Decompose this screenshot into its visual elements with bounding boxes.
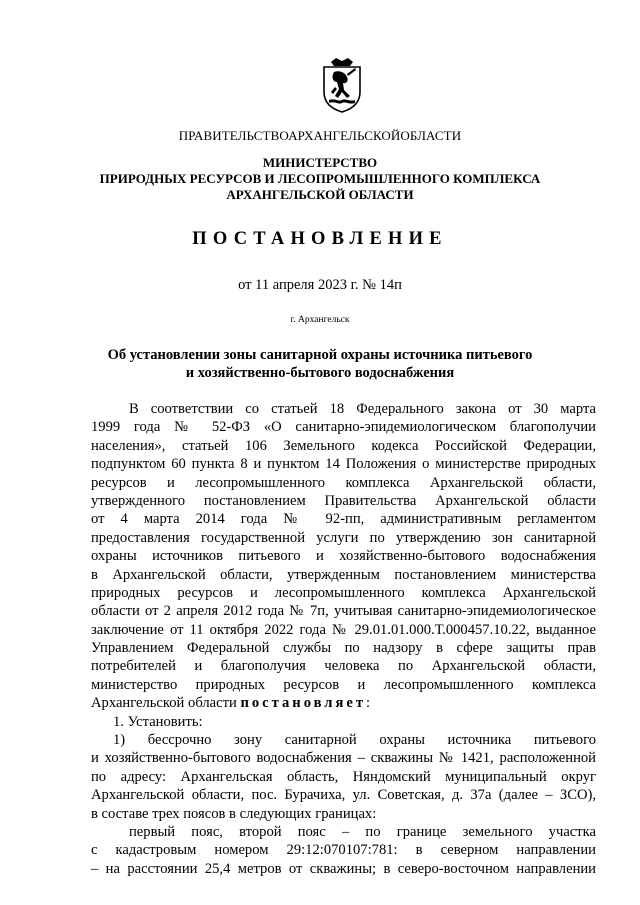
- belt-line: первый пояс, второй пояс – по границе земельного участка: [129, 823, 596, 840]
- body-line: области от 2 апреля 2012 года № 7п, учитывая санитарно-эпидемиологическое: [91, 603, 596, 620]
- body-line: подпунктом 60 пункта 8 и пунктом 14 Положения о министерстве природных: [91, 456, 596, 473]
- resolution-prefix: Архангельской области: [91, 695, 241, 712]
- subitem-line: по адресу: Архангельская область, Няндомский муниципальный округ: [91, 768, 596, 785]
- subject-line: и хозяйственно-бытового водоснабжения: [185, 365, 455, 381]
- body-line: потребителей и благополучия человека по Архангельской области,: [91, 658, 596, 675]
- item-1: 1. Установить:: [113, 713, 203, 730]
- document-city: г. Архангельск: [290, 315, 350, 325]
- body-line: 1999 года № 52-ФЗ «О санитарно-эпидемиологическом благополучии: [91, 419, 596, 436]
- body-line: ресурсов и лесопромышленного комплекса Архангельской области,: [91, 474, 596, 491]
- body-line: населения», статьей 106 Земельного кодекса Российской Федерации,: [91, 437, 596, 454]
- resolution-suffix: :: [366, 695, 371, 712]
- belt-line: – на расстоянии 25,4 метров от скважины; в северо-восточном направлении: [91, 860, 596, 877]
- subitem-line: 1) бессрочно зону санитарной охраны источника питьевого: [113, 732, 596, 749]
- ministry-line: ПРИРОДНЫХ РЕСУРСОВ И ЛЕСОПРОМЫШЛЕННОГО КОМПЛЕКСА: [99, 171, 541, 186]
- document-subject: [0, 346, 640, 382]
- body-line-resolution: [91, 694, 596, 712]
- document-date-number: от 11 апреля 2023 г. № 14п: [238, 277, 402, 293]
- body-line: охраны источников питьевого и хозяйственно-бытового водоснабжения: [91, 548, 596, 565]
- body-line: министерство природных ресурсов и лесопромышленного комплекса: [91, 676, 596, 693]
- subject-line: Об установлении зоны санитарной охраны источника питьевого: [107, 347, 533, 363]
- body-line: утвержденного постановлением Правительства Архангельской области: [91, 492, 596, 509]
- government-name: ПРАВИТЕЛЬСТВОАРХАНГЕЛЬСКОЙОБЛАСТИ: [178, 128, 462, 143]
- subitem-line: Архангельской области, пос. Бурачиха, ул. Советская, д. 37а (далее – ЗСО),: [91, 787, 596, 804]
- body-line: от 4 марта 2014 года № 92-пп, административным регламентом: [91, 511, 596, 528]
- body-line: заключение от 11 октября 2022 года № 29.01.01.000.Т.000457.10.22, выданное: [91, 621, 596, 638]
- ministry-line: АРХАНГЕЛЬСКОЙ ОБЛАСТИ: [226, 187, 414, 202]
- belt-line: с кадастровым номером 29:12:070107:781: в северном направлении: [91, 842, 596, 859]
- document-body: [91, 400, 596, 878]
- subitem-line: в составе трех поясов в следующих границах:: [91, 805, 377, 822]
- body-line: природных ресурсов и лесопромышленного комплекса Архангельской: [91, 584, 596, 601]
- coat-of-arms-emblem: [317, 56, 367, 114]
- body-line: Управлением Федеральной службы по надзору в сфере защиты прав: [91, 640, 596, 657]
- body-line: В соответствии со статьей 18 Федерального закона от 30 марта: [129, 401, 596, 417]
- body-line: в Архангельской области, утвержденным постановлением министерства: [91, 566, 596, 583]
- document-type-title: ПОСТАНОВЛЕНИЕ: [192, 229, 448, 249]
- resolves-keyword: постановляет: [240, 695, 367, 712]
- body-line: предоставления государственной услуги по утверждению зон санитарной: [91, 529, 596, 546]
- ministry-name: [0, 155, 640, 203]
- ministry-line: МИНИСТЕРСТВО: [262, 155, 378, 170]
- subitem-line: и хозяйственно-бытового водоснабжения – скважины № 1421, расположенной: [91, 750, 596, 767]
